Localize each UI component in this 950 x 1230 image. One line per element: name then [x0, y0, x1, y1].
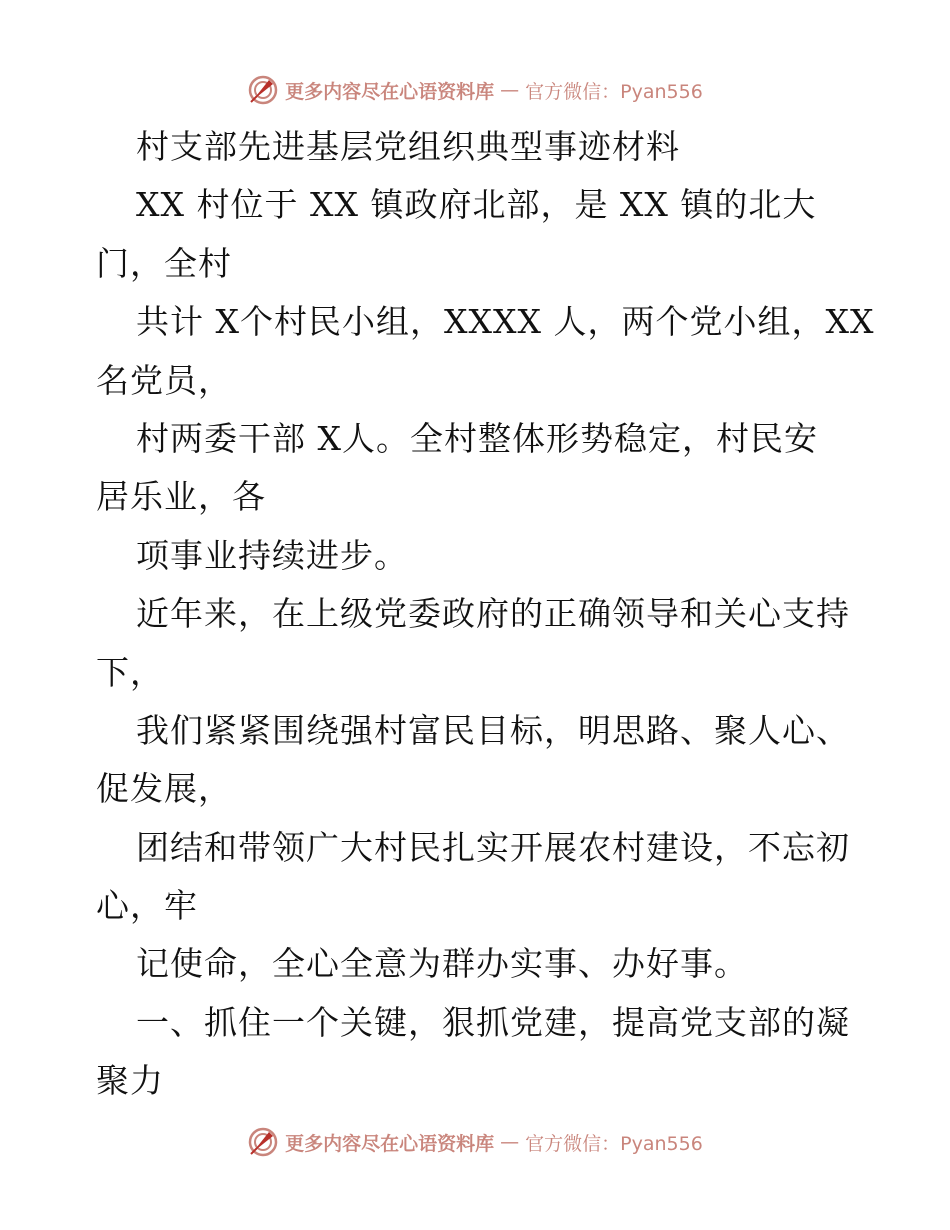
paragraph-line: 下， — [96, 652, 164, 692]
paragraph-line: 村两委干部 X人。全村整体形势稳定，村民安 — [136, 418, 818, 458]
document-title: 村支部先进基层党组织典型事迹材料 — [136, 127, 680, 166]
paragraph-line: 团结和带领广大村民扎实开展农村建设，不忘初 — [136, 827, 850, 867]
watermark-separator: — — [500, 79, 520, 101]
paragraph-line: 心，牢 — [96, 886, 198, 926]
footer-watermark — [0, 1120, 950, 1164]
paragraph-line: 门，全村 — [96, 243, 232, 283]
watermark-separator: — — [500, 1131, 520, 1153]
paragraph-line: 居乐业，各 — [96, 477, 266, 517]
watermark-official-text: 官方微信：Pyan556 — [525, 80, 703, 103]
quill-logo-icon — [247, 1126, 279, 1158]
watermark-official-text: 官方微信：Pyan556 — [525, 1132, 703, 1155]
watermark-main-text: 更多内容尽在心语资料库 — [285, 80, 495, 103]
paragraph-line: XX 村位于 XX 镇政府北部，是 XX 镇的北大 — [136, 185, 817, 225]
header-watermark — [0, 68, 950, 112]
paragraph-line: 近年来，在上级党委政府的正确领导和关心支持 — [136, 594, 850, 634]
document-body — [96, 118, 875, 1111]
paragraph-line: 共计 X个村民小组，XXXX 人，两个党小组，XX — [136, 302, 875, 342]
paragraph-line: 项事业持续进步。 — [136, 535, 408, 575]
watermark-main-text: 更多内容尽在心语资料库 — [285, 1132, 495, 1155]
quill-logo-icon — [247, 74, 279, 106]
paragraph-line: 名党员， — [96, 360, 232, 400]
section-heading: 一、抓住一个关键，狠抓党建，提高党支部的凝 — [136, 1002, 850, 1042]
paragraph-line: 促发展， — [96, 769, 232, 809]
paragraph-line: 我们紧紧围绕强村富民目标，明思路、聚人心、 — [136, 710, 850, 750]
paragraph-line: 记使命，全心全意为群办实事、办好事。 — [136, 944, 748, 984]
paragraph-line: 聚力 — [96, 1061, 164, 1101]
